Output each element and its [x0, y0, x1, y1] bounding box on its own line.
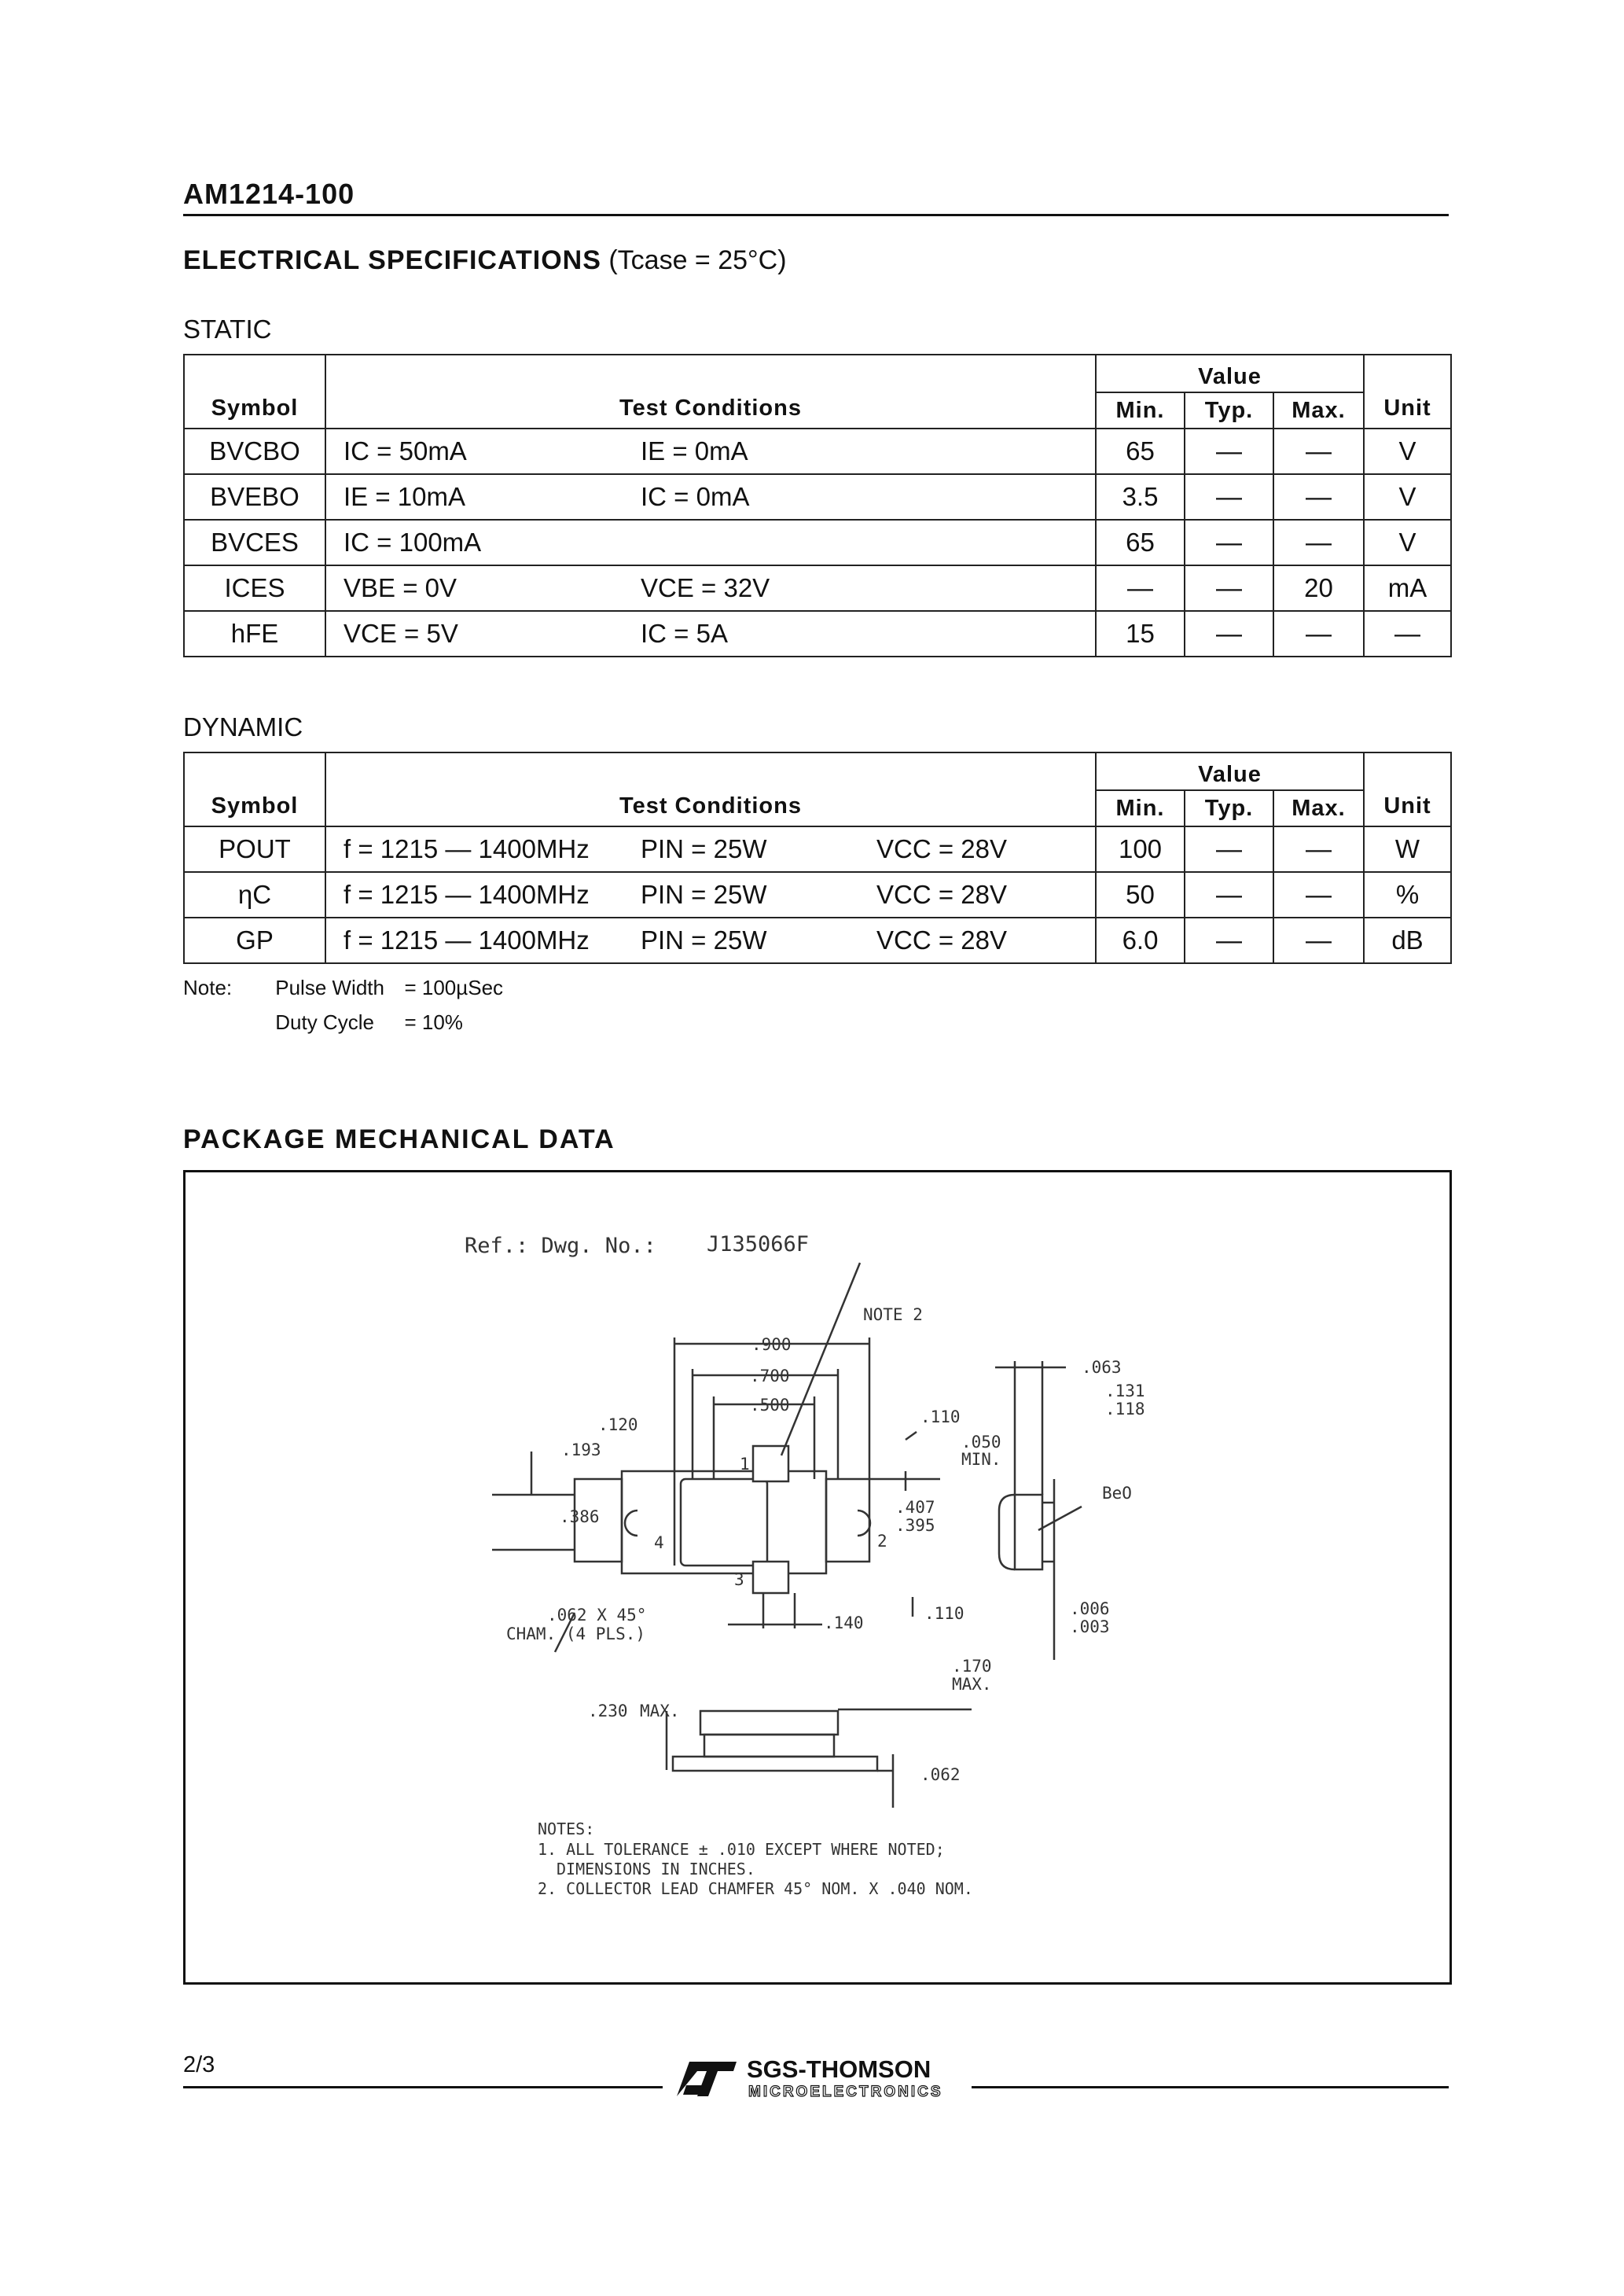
- cell-min: —: [1096, 565, 1185, 611]
- footer-rule-left: [183, 2086, 663, 2088]
- header-max: Max.: [1273, 790, 1364, 826]
- cell-symbol: [184, 826, 325, 872]
- spec-row: [184, 872, 1451, 918]
- cell-symbol: [184, 429, 325, 474]
- header-unit: Unit: [1364, 355, 1451, 429]
- cell-max: —: [1273, 872, 1364, 918]
- pin-2-label: 2: [877, 1532, 887, 1551]
- cell-min: 65: [1096, 429, 1185, 474]
- header-symbol: Symbol: [184, 355, 325, 429]
- spec-row: [184, 520, 1451, 565]
- symbol-text: hFE: [230, 619, 279, 648]
- header-value: Value: [1096, 752, 1364, 790]
- cell-typ: —: [1185, 429, 1273, 474]
- cell-unit: dB: [1364, 918, 1451, 963]
- note-line-1: 1. ALL TOLERANCE ± .010 EXCEPT WHERE NOTED;: [538, 1840, 945, 1859]
- part-number: AM1214-100: [183, 178, 355, 210]
- header-min: Min.: [1096, 790, 1185, 826]
- dim-chamfer: .062 X 45°: [547, 1606, 647, 1624]
- condition-2: IC = 5A: [641, 619, 728, 648]
- static-table-body: [184, 429, 1451, 657]
- symbol-text: ICES: [224, 573, 285, 602]
- dim-230-max: MAX.: [640, 1702, 680, 1720]
- header-typ: Typ.: [1185, 790, 1273, 826]
- cell-unit: —: [1364, 611, 1451, 657]
- cell-min: 100: [1096, 826, 1185, 872]
- header-rule: [183, 214, 1449, 216]
- static-label: STATIC: [183, 315, 272, 344]
- static-table: [183, 354, 1452, 657]
- brand-subtitle: MICROELECTRONICS: [748, 2084, 943, 2100]
- condition-2: PIN = 25W: [641, 880, 767, 909]
- ref-number: J135066F: [707, 1232, 810, 1257]
- cell-symbol: [184, 918, 325, 963]
- cell-test-conditions: [325, 918, 1096, 963]
- cell-max: —: [1273, 429, 1364, 474]
- spec-title-text: ELECTRICAL SPECIFICATIONS: [183, 245, 601, 275]
- spec-row: [184, 826, 1451, 872]
- cell-max: —: [1273, 520, 1364, 565]
- dim-110a-tick: [906, 1432, 917, 1440]
- cell-typ: —: [1185, 565, 1273, 611]
- flange-right: [826, 1479, 869, 1562]
- cell-test-conditions: [325, 826, 1096, 872]
- condition-3: VCC = 28V: [876, 925, 1007, 955]
- cell-test-conditions: [325, 429, 1096, 474]
- note2-leader: [781, 1263, 860, 1455]
- dynamic-table-body: [184, 826, 1451, 963]
- note-block: [183, 970, 503, 1039]
- cell-max: 20: [1273, 565, 1364, 611]
- cell-symbol: [184, 872, 325, 918]
- dim-003: .003: [1070, 1617, 1110, 1636]
- dim-900: .900: [751, 1335, 792, 1354]
- condition-2: IC = 0mA: [641, 482, 750, 511]
- dim-500: .500: [750, 1396, 790, 1415]
- pin3-tab: [753, 1562, 788, 1593]
- cell-unit: V: [1364, 520, 1451, 565]
- cell-unit: V: [1364, 429, 1451, 474]
- condition-3: VCC = 28V: [876, 880, 1007, 909]
- condition-1: f = 1215 — 1400MHz: [344, 880, 590, 909]
- header-test-conditions: Test Conditions: [325, 355, 1096, 429]
- cell-symbol: [184, 474, 325, 520]
- spec-condition: (Tcase = 25°C): [608, 245, 787, 275]
- header-value: Value: [1096, 355, 1364, 392]
- cell-unit: W: [1364, 826, 1451, 872]
- spec-row: [184, 429, 1451, 474]
- condition-1: VCE = 5V: [344, 619, 458, 648]
- cell-typ: —: [1185, 611, 1273, 657]
- dynamic-table: [183, 752, 1452, 964]
- brand-name: SGS-THOMSON: [747, 2055, 931, 2083]
- cell-max: —: [1273, 918, 1364, 963]
- pin-4-label: 4: [654, 1533, 664, 1552]
- cell-typ: —: [1185, 474, 1273, 520]
- cell-min: 65: [1096, 520, 1185, 565]
- mount-hole-left: [625, 1510, 637, 1536]
- condition-1: IC = 100mA: [344, 528, 482, 557]
- dim-063: .063: [1082, 1358, 1122, 1377]
- header-unit: Unit: [1364, 752, 1451, 826]
- dim-170-max: MAX.: [952, 1675, 992, 1694]
- spec-row: [184, 611, 1451, 657]
- cell-typ: —: [1185, 520, 1273, 565]
- dim-006: .006: [1070, 1599, 1110, 1618]
- beo-leader: [1038, 1507, 1082, 1530]
- symbol-text: POUT: [219, 834, 291, 863]
- dim-386: .386: [560, 1507, 600, 1526]
- dim-110b: .110: [924, 1604, 964, 1623]
- profile-cap: [700, 1711, 838, 1735]
- dim-chamfer-2: CHAM. (4 PLS.): [506, 1624, 646, 1643]
- dim-110a: .110: [920, 1407, 961, 1426]
- dim-050-min: MIN.: [961, 1450, 1001, 1469]
- pin-3-label: 3: [734, 1570, 744, 1589]
- spec-row: [184, 918, 1451, 963]
- cell-min: 3.5: [1096, 474, 1185, 520]
- cell-test-conditions: [325, 872, 1096, 918]
- cell-typ: —: [1185, 826, 1273, 872]
- cell-symbol: [184, 611, 325, 657]
- cell-symbol: [184, 565, 325, 611]
- symbol-text: BVCES: [211, 528, 299, 557]
- condition-1: IE = 10mA: [344, 482, 465, 511]
- package-drawing-box: [183, 1170, 1452, 1985]
- duty-cycle-key: Duty Cycle: [275, 1010, 374, 1034]
- condition-2: PIN = 25W: [641, 925, 767, 955]
- header-max: Max.: [1273, 392, 1364, 429]
- dim-407: .407: [895, 1498, 935, 1517]
- dynamic-label: DYNAMIC: [183, 712, 303, 741]
- condition-1: VBE = 0V: [344, 573, 457, 602]
- beo-label: BeO: [1102, 1484, 1132, 1503]
- pulse-width-value: = 100µSec: [404, 976, 504, 999]
- condition-1: f = 1215 — 1400MHz: [344, 925, 590, 955]
- note-label: Note:: [183, 976, 233, 999]
- dim-193: .193: [561, 1441, 601, 1459]
- symbol-text: ηC: [237, 880, 272, 909]
- page-number: 2/3: [183, 2052, 215, 2077]
- dim-170: .170: [952, 1657, 992, 1676]
- cell-symbol: [184, 520, 325, 565]
- header-typ: Typ.: [1185, 392, 1273, 429]
- spec-row: [184, 474, 1451, 520]
- footer-rule-right: [972, 2086, 1449, 2088]
- dim-note2: NOTE 2: [863, 1305, 923, 1324]
- package-drawing: [186, 1172, 1449, 1982]
- spec-row: [184, 565, 1451, 611]
- cell-min: 50: [1096, 872, 1185, 918]
- cell-max: —: [1273, 826, 1364, 872]
- header-test-conditions: Test Conditions: [325, 752, 1096, 826]
- symbol-text: BVCBO: [209, 436, 300, 465]
- condition-1: f = 1215 — 1400MHz: [344, 834, 590, 863]
- duty-cycle-value: = 10%: [404, 1010, 463, 1034]
- cell-max: —: [1273, 474, 1364, 520]
- dim-230: .230: [588, 1702, 628, 1720]
- ref-label: Ref.: Dwg. No.:: [465, 1234, 656, 1258]
- cell-test-conditions: [325, 474, 1096, 520]
- cell-typ: —: [1185, 918, 1273, 963]
- mount-hole-right: [858, 1510, 870, 1536]
- dim-395: .395: [895, 1516, 935, 1535]
- cell-min: 15: [1096, 611, 1185, 657]
- cell-typ: —: [1185, 872, 1273, 918]
- header-symbol: Symbol: [184, 752, 325, 826]
- dim-050: .050: [961, 1433, 1001, 1452]
- cell-test-conditions: [325, 611, 1096, 657]
- note-line-3: 2. COLLECTOR LEAD CHAMFER 45° NOM. X .040 NOM.: [538, 1879, 973, 1898]
- side-bulge: [999, 1495, 1015, 1569]
- dim-120: .120: [598, 1415, 638, 1434]
- spec-title: [183, 245, 787, 276]
- dim-700: .700: [750, 1367, 790, 1385]
- cell-min: 6.0: [1096, 918, 1185, 963]
- note-line-2: DIMENSIONS IN INCHES.: [557, 1860, 755, 1878]
- cell-test-conditions: [325, 520, 1096, 565]
- condition-2: [641, 528, 876, 557]
- package-body: [622, 1471, 826, 1573]
- condition-2: IE = 0mA: [641, 436, 748, 465]
- package-title: PACKAGE MECHANICAL DATA: [183, 1124, 615, 1154]
- dim-140: .140: [824, 1613, 864, 1632]
- condition-3: VCC = 28V: [876, 834, 1007, 863]
- notes-title: NOTES:: [538, 1820, 595, 1838]
- condition-2: VCE = 32V: [641, 573, 770, 602]
- dim-131: .131: [1105, 1382, 1145, 1400]
- symbol-text: GP: [236, 925, 274, 955]
- st-logo-icon: [672, 2054, 743, 2101]
- pin-1-label: 1: [740, 1455, 750, 1474]
- cell-unit: %: [1364, 872, 1451, 918]
- condition-2: PIN = 25W: [641, 834, 767, 863]
- profile-body: [704, 1735, 834, 1757]
- side-body: [1015, 1495, 1042, 1569]
- dim-062: .062: [920, 1765, 961, 1784]
- cell-test-conditions: [325, 565, 1096, 611]
- condition-1: IC = 50mA: [344, 436, 467, 465]
- cell-max: —: [1273, 611, 1364, 657]
- symbol-text: BVEBO: [210, 482, 299, 511]
- cell-unit: mA: [1364, 565, 1451, 611]
- cell-unit: V: [1364, 474, 1451, 520]
- header-min: Min.: [1096, 392, 1185, 429]
- profile-flange: [673, 1757, 877, 1771]
- dim-118: .118: [1105, 1400, 1145, 1418]
- pulse-width-key: Pulse Width: [275, 976, 384, 999]
- package-body-center: [681, 1479, 767, 1566]
